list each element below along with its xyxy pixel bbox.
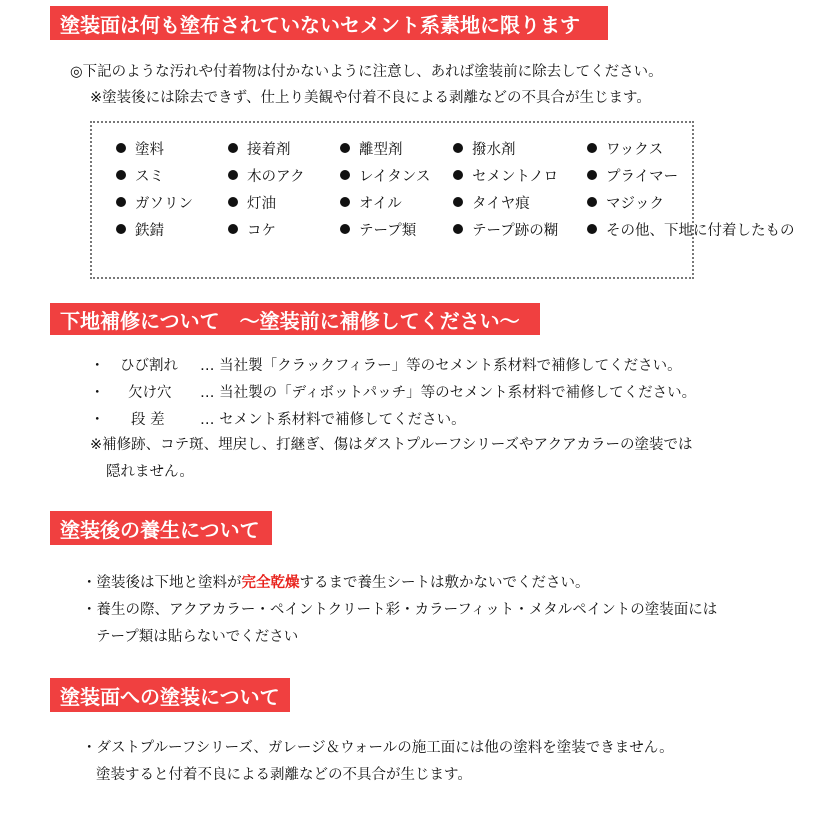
contaminant-label: 撥水剤: [472, 142, 516, 158]
contaminant-item: [340, 138, 403, 159]
repair-type: 欠け穴: [128, 385, 172, 401]
bullet-icon: [228, 197, 238, 207]
contaminant-label: 接着剤: [247, 142, 291, 158]
bullet-icon: [587, 197, 597, 207]
contaminant-label: テープ跡の糊: [472, 223, 559, 239]
contaminant-item: [228, 192, 276, 213]
contaminant-item: [340, 192, 402, 213]
repair-instruction: … 当社製の「ディボットパッチ」等のセメント系材料で補修してください。: [200, 385, 697, 401]
curing-line-2: ・養生の際、アクアカラー・ペイントクリート彩・カラーフィット・メタルペイントの塗装面には: [82, 602, 718, 618]
bullet: ・: [90, 412, 105, 428]
contaminant-item: [453, 138, 516, 159]
contaminant-label: マジック: [606, 196, 664, 212]
contaminant-item: [116, 165, 164, 186]
overcoat-line-1: ・ダストプルーフシリーズ、ガレージ＆ウォールの施工面には他の塗料を塗装できません。: [82, 740, 674, 756]
repair-note: ※補修跡、コテ斑、埋戻し、打継ぎ、傷はダストプルーフシリーズやアクアカラーの塗装では: [90, 437, 693, 453]
contaminant-item: [228, 138, 291, 159]
contaminant-item: [116, 192, 193, 213]
contaminant-item: [340, 219, 416, 240]
repair-type: 段 差: [131, 412, 165, 428]
contaminant-item: [453, 165, 558, 186]
bullet-icon: [587, 143, 597, 153]
contaminant-item: [340, 165, 430, 186]
contaminant-label: 木のアク: [247, 169, 305, 185]
contaminant-label: テープ類: [359, 223, 417, 239]
bullet-icon: [228, 170, 238, 180]
substrate-warning: ※塗装後には除去できず、仕上り美観や付着不良による剥離などの不具合が生じます。: [90, 90, 651, 106]
bullet-icon: [587, 170, 597, 180]
bullet-icon: [340, 197, 350, 207]
contaminant-item: [228, 219, 276, 240]
contaminant-label: レイタンス: [359, 169, 431, 185]
contaminant-item: [587, 138, 663, 159]
contaminant-label: 塗料: [135, 142, 164, 158]
bullet-icon: [228, 143, 238, 153]
bullet-icon: [116, 170, 126, 180]
overcoat-line-2: 塗装すると付着不良による剥離などの不具合が生じます。: [96, 767, 472, 783]
contaminant-item: [587, 165, 678, 186]
bullet-icon: [587, 224, 597, 234]
contaminant-item: [587, 192, 664, 213]
contaminant-item: [453, 219, 558, 240]
repair-note-cont: 隠れません。: [106, 464, 194, 480]
section-heading-curing: 塗装後の養生について: [50, 511, 272, 545]
contaminant-item: [116, 138, 164, 159]
contaminant-label: 鉄錆: [135, 223, 164, 239]
bullet-icon: [453, 170, 463, 180]
bullet-icon: [116, 224, 126, 234]
contaminant-label: コケ: [247, 223, 276, 239]
section-heading-overcoat: 塗装面への塗装について: [50, 678, 290, 712]
curing-text: ・塗装後は下地と塗料が: [82, 575, 242, 591]
full-dry-emphasis: 完全乾燥: [241, 575, 300, 591]
bullet-icon: [116, 143, 126, 153]
curing-line-1: [82, 571, 590, 592]
bullet-icon: [228, 224, 238, 234]
curing-text: するまで養生シートは敷かないでください。: [299, 575, 590, 591]
contaminant-label: 離型剤: [359, 142, 403, 158]
repair-type: ひび割れ: [120, 358, 178, 374]
substrate-note: ◎下記のような汚れや付着物は付かないように注意し、あれば塗装前に除去してください。: [70, 64, 663, 80]
bullet: ・: [90, 358, 105, 374]
bullet-icon: [453, 143, 463, 153]
contaminant-label: タイヤ痕: [472, 196, 530, 212]
contaminant-item: [453, 192, 530, 213]
contaminant-label: 灯油: [247, 196, 276, 212]
contaminant-item: [587, 219, 795, 240]
contaminant-label: ガソリン: [135, 196, 193, 212]
contaminant-label: ワックス: [606, 142, 664, 158]
bullet-icon: [340, 170, 350, 180]
contaminant-label: スミ: [135, 169, 164, 185]
repair-instruction: … 当社製「クラックフィラー」等のセメント系材料で補修してください。: [200, 358, 682, 374]
bullet-icon: [453, 224, 463, 234]
bullet-icon: [453, 197, 463, 207]
section-heading-repair: 下地補修について ～塗装前に補修してください～: [50, 303, 540, 335]
contaminant-label: プライマー: [606, 169, 679, 185]
contaminant-label: セメントノロ: [472, 169, 559, 185]
curing-line-3: テープ類は貼らないでください: [96, 629, 299, 645]
repair-instruction: … セメント系材料で補修してください。: [200, 412, 466, 428]
contaminant-item: [228, 165, 305, 186]
section-heading-substrate: 塗装面は何も塗布されていないセメント系素地に限ります: [50, 6, 608, 40]
contaminant-label: その他、下地に付着したもの: [606, 223, 795, 239]
bullet-icon: [116, 197, 126, 207]
bullet-icon: [340, 143, 350, 153]
bullet-icon: [340, 224, 350, 234]
bullet: ・: [90, 385, 105, 401]
contaminant-label: オイル: [359, 196, 402, 212]
contaminant-item: [116, 219, 164, 240]
